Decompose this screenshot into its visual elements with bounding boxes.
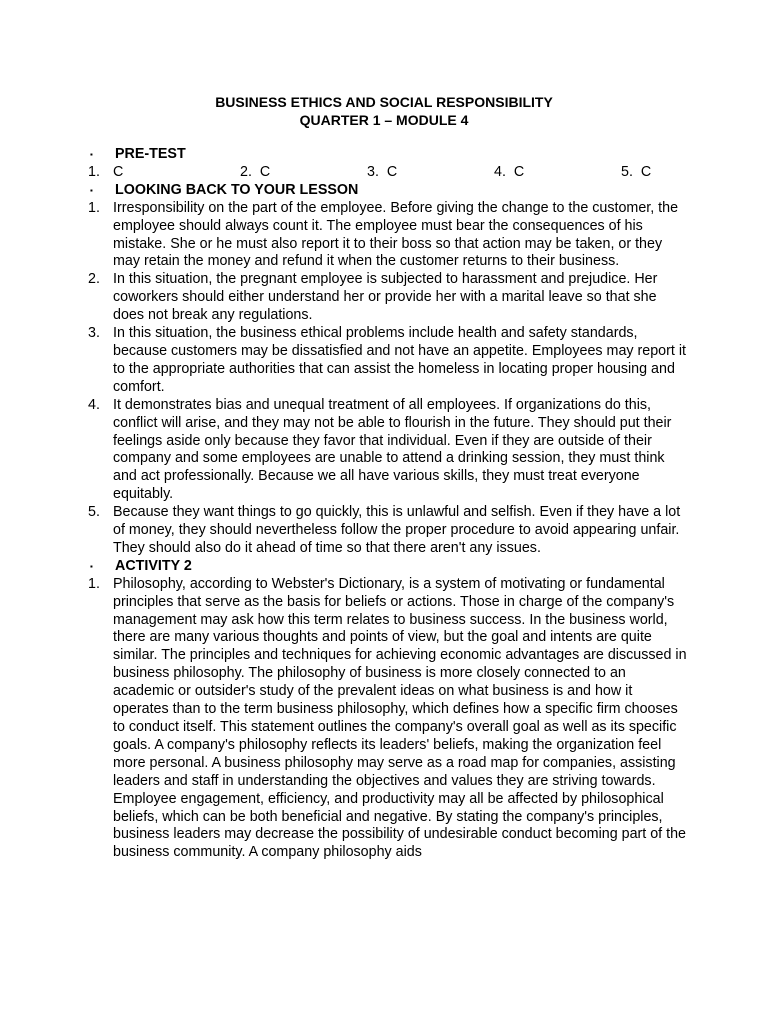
item-number: 1. bbox=[88, 575, 100, 592]
document-body bbox=[88, 146, 688, 862]
answer-item bbox=[367, 164, 494, 182]
answer-number: 3. bbox=[367, 163, 379, 180]
document-subtitle: QUARTER 1 – MODULE 4 bbox=[299, 112, 469, 128]
item-number: 2. bbox=[88, 271, 100, 288]
section-heading-activity-2 bbox=[88, 558, 688, 576]
answer-item bbox=[240, 164, 367, 182]
list-item bbox=[88, 576, 688, 863]
answer-number: 5. bbox=[621, 163, 633, 180]
document-title: BUSINESS ETHICS AND SOCIAL RESPONSIBILITY bbox=[215, 94, 553, 110]
item-text: Irresponsibility on the part of the employee. Before giving the change to the customer, the employee should always count it. The employee must bear the consequences of his mistake. She or he must also report it to their boss so that action may be taken, or they may retain the money and refund it when the customer returns to their business. bbox=[113, 199, 679, 270]
item-text: Because they want things to go quickly, this is unlawful and selfish. Even if they have a lot of money, they should nevertheless follow the proper procedure to avoid appearing unfair. They should also do it ahead of time so that there aren't any issues. bbox=[113, 504, 681, 556]
item-text: It demonstrates bias and unequal treatment of all employees. If organizations do this, conflict will arise, and they may not be able to flourish in the future. They should put their feelings aside only because they favor that individual. Even if they are outside of their company and some employees are unable to attend a drinking session, they must think and act professionally. Because we all have various skills, they must treat everyone equitably. bbox=[113, 396, 672, 503]
section-heading-label: PRE-TEST bbox=[115, 146, 186, 162]
item-number: 4. bbox=[88, 396, 100, 413]
section-heading-pretest bbox=[88, 146, 688, 164]
pretest-answers bbox=[88, 164, 688, 182]
item-number: 5. bbox=[88, 504, 100, 521]
answer-item bbox=[621, 164, 748, 182]
answer-value: C bbox=[386, 163, 398, 180]
square-bullet-icon: ▪ bbox=[90, 561, 93, 571]
answer-number: 2. bbox=[240, 163, 252, 180]
item-text: Philosophy, according to Webster's Dictionary, is a system of motivating or fundamental principles that serve as the basis for beliefs or actions. Those in charge of the company's management may ask how this term relates to business success. In the business world, there are many various thoughts and points of view, but the goal and intents are quite similar. The principles and techniques for achieving economic advantages are discussed in business philosophy. The philosophy of business is more closely connected to an academic or outsider's study of the prevalent ideas on what business is and how it operates than to the term business philosophy, which defines how a specific firm chooses to conduct itself. This statement outlines the company's overall goal as well as its specific goals. A company's philosophy reflects its leaders' beliefs, making the organization feel more personal. A business philosophy may serve as a road map for companies, assisting leaders and staff in understanding the objectives and values they are striving towards. Employee engagement, efficiency, and productivity may all be affected by philosophical beliefs, which can be both beneficial and negative. By stating the company's principles, business leaders may decrease the possibility of undesirable conduct becoming part of the business community. A company philosophy aids bbox=[113, 575, 687, 861]
section-heading-looking-back bbox=[88, 182, 688, 200]
list-item bbox=[88, 271, 688, 325]
answer-value: C bbox=[513, 163, 525, 180]
answer-number: 4. bbox=[494, 163, 506, 180]
list-item bbox=[88, 200, 688, 272]
section-heading-label: ACTIVITY 2 bbox=[115, 557, 192, 574]
item-number: 1. bbox=[88, 199, 100, 216]
square-bullet-icon: ▪ bbox=[90, 185, 93, 195]
item-text: In this situation, the pregnant employee is subjected to harassment and prejudice. Her coworkers should either understand her or provide her with a marital leave so that she does not break any regulations. bbox=[113, 271, 658, 324]
item-number: 3. bbox=[88, 325, 100, 342]
item-text: In this situation, the business ethical problems include health and safety standards, because customers may be dissatisfied and not have an appetite. Employees may report it to the appropriate authorities that can assist the homeless in locating proper housing and comfort. bbox=[113, 325, 686, 395]
section-heading-label: LOOKING BACK TO YOUR LESSON bbox=[115, 181, 359, 198]
answer-value: C bbox=[640, 163, 652, 180]
answer-number: 1. bbox=[88, 163, 100, 180]
answer-value: C bbox=[113, 163, 124, 180]
list-item bbox=[88, 325, 688, 397]
list-item bbox=[88, 397, 688, 504]
list-item bbox=[88, 504, 688, 558]
answer-value: C bbox=[259, 163, 271, 180]
answer-item bbox=[494, 164, 621, 182]
square-bullet-icon: ▪ bbox=[90, 150, 93, 159]
